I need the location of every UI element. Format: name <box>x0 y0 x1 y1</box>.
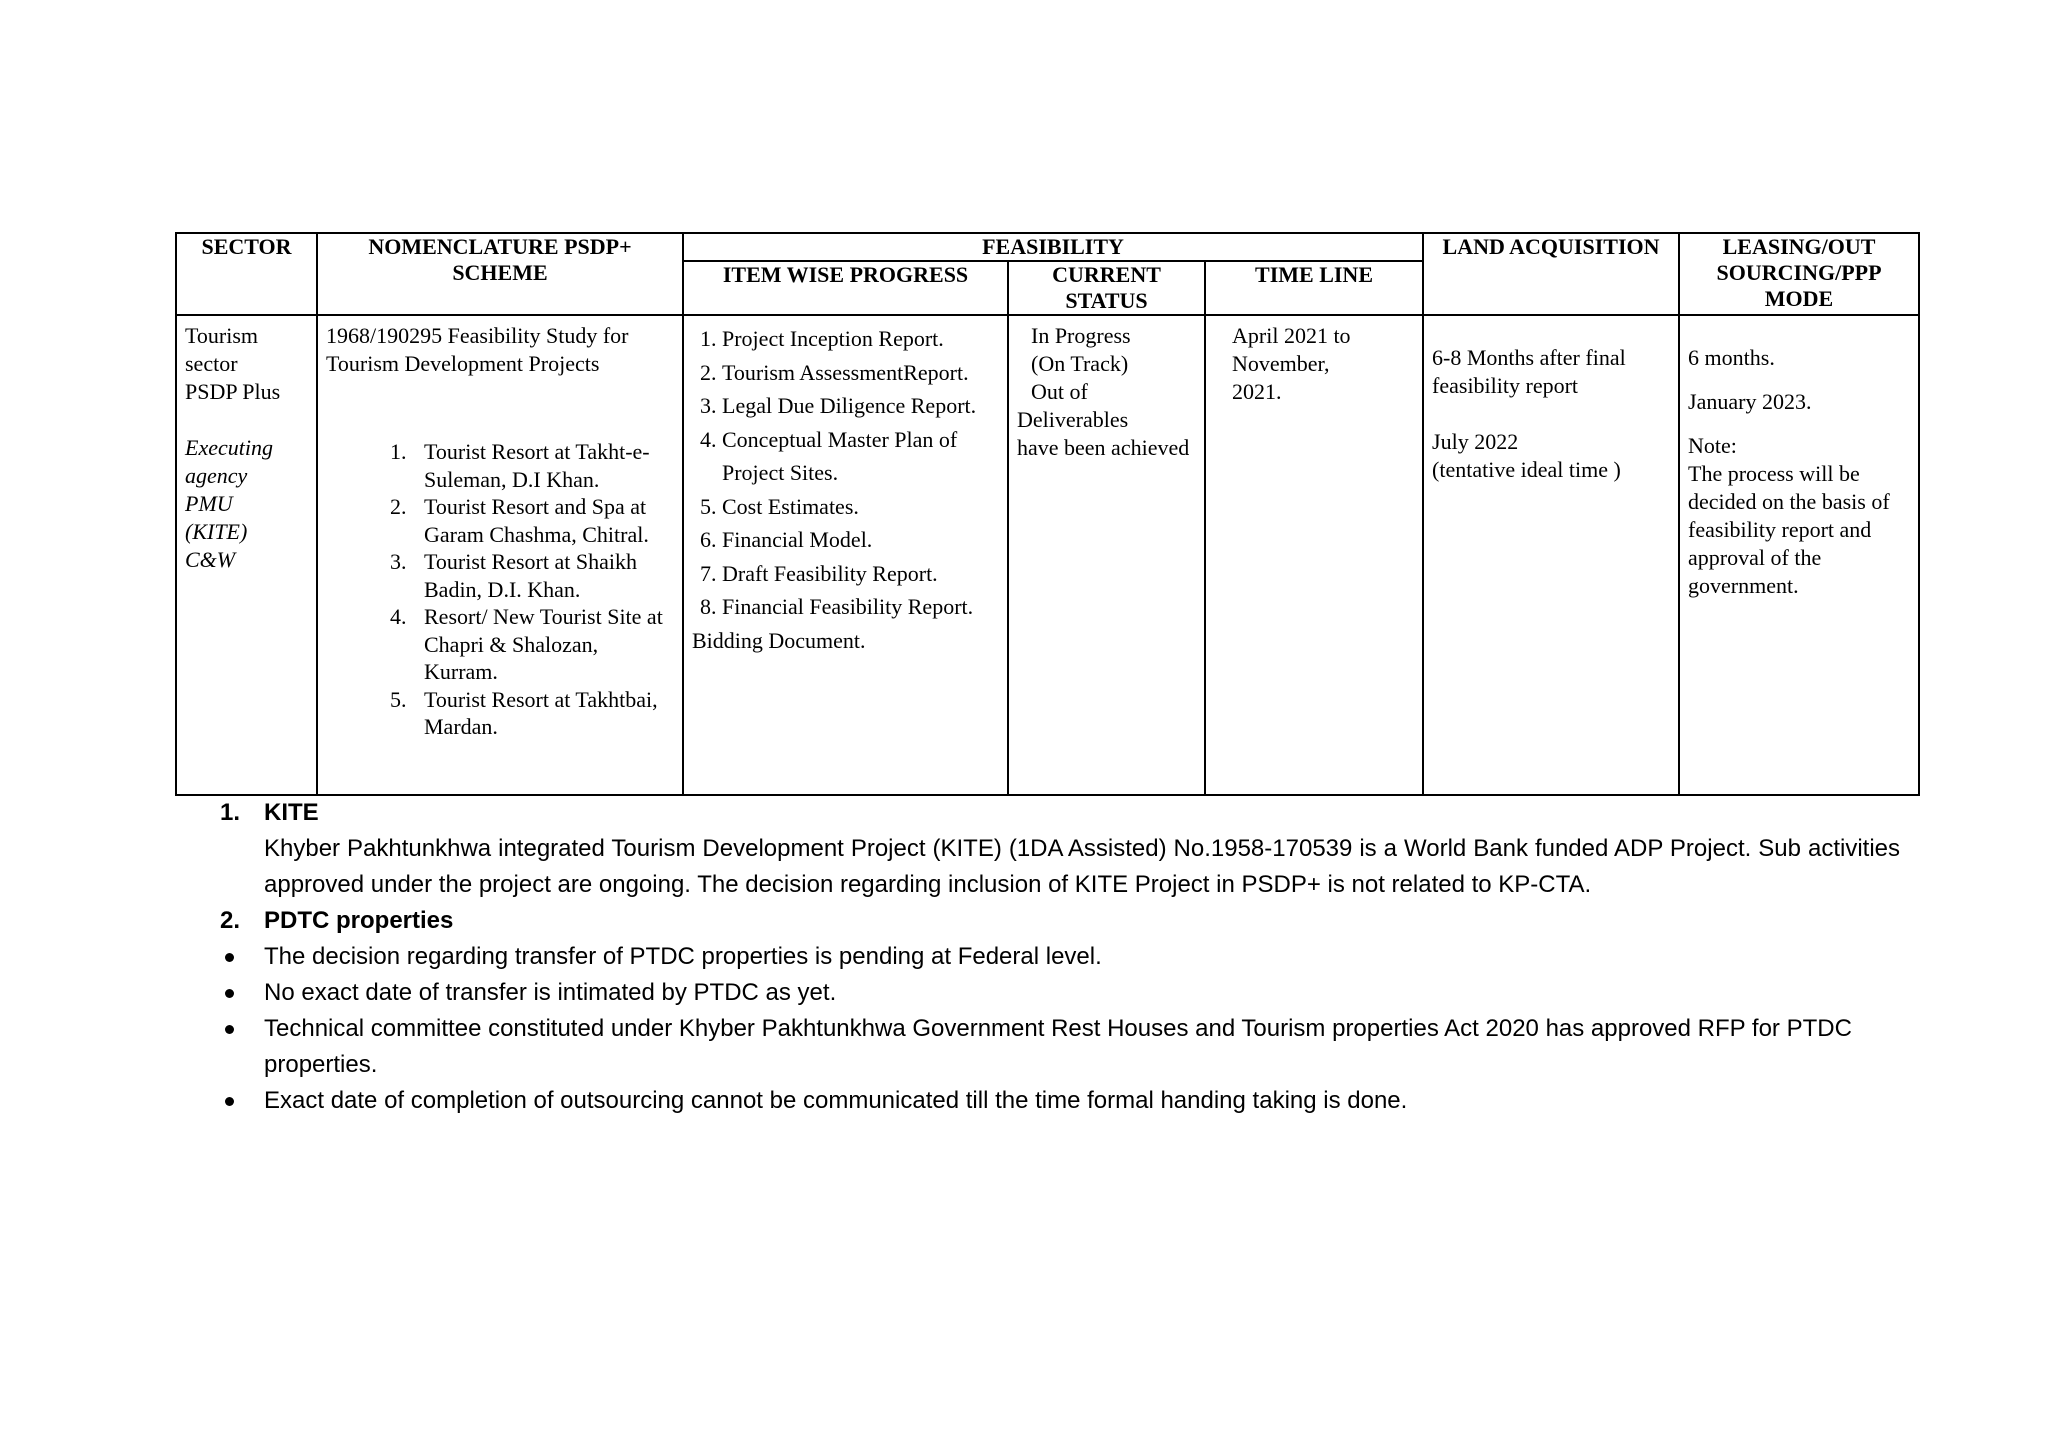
leasing-note-label: Note: <box>1688 433 1737 458</box>
bullet-item <box>264 1083 1900 1119</box>
timeline-line: 2021. <box>1232 379 1282 404</box>
land-date: July 2022 <box>1432 429 1519 454</box>
land-note: (tentative ideal time ) <box>1432 457 1621 482</box>
bullet-item <box>264 975 1900 1011</box>
bullet-text: The decision regarding transfer of PTDC properties is pending at Federal level. <box>264 943 1102 970</box>
cell-sector <box>176 315 317 795</box>
header-leasing: LEASING/OUT SOURCING/PPP MODE <box>1679 233 1919 315</box>
executing-agency-line: agency <box>185 463 248 488</box>
section-number: 1. <box>220 799 241 826</box>
bullet-text: Technical committee constituted under Khyber Pakhtunkhwa Government Rest Houses and Tourism properties Act 2020 has approved RFP for PTDC properties. <box>264 1015 1852 1078</box>
cell-nomenclature <box>317 315 683 795</box>
scheme-title: 1968/190295 Feasibility Study for Tourism Development Projects <box>326 323 629 376</box>
bullet-icon <box>225 989 234 998</box>
site-item: 2. Tourist Resort and Spa at Garam Chashma, Chitral. <box>412 493 674 548</box>
pdtc-section <box>220 903 1900 1119</box>
bullet-text: No exact date of transfer is intimated by PTDC as yet. <box>264 979 837 1006</box>
progress-item: 8. Financial Feasibility Report. <box>722 590 999 624</box>
site-item: 4. Resort/ New Tourist Site at Chapri & Shalozan, Kurram. <box>412 603 674 686</box>
progress-item: 5. Cost Estimates. <box>722 490 999 524</box>
executing-agency-line: C&W <box>185 547 236 572</box>
kite-title: KITE <box>264 799 319 826</box>
status-line: Out of <box>1031 379 1088 404</box>
progress-item: 4. Conceptual Master Plan of Project Sites. <box>722 423 999 490</box>
site-item: 5. Tourist Resort at Takhtbai, Mardan. <box>412 686 674 741</box>
executing-agency-line: PMU <box>185 491 233 516</box>
kite-paragraph: Khyber Pakhtunkhwa integrated Tourism Development Project (KITE) (1DA Assisted) No.1958-170539 is a World Bank funded ADP Project. Sub activities approved under the project are ongoing. The decision regarding inclusion of KITE Project in PSDP+ is not related to KP-CTA. <box>264 835 1900 898</box>
sites-list <box>326 438 674 741</box>
timeline-line: April 2021 to <box>1232 323 1351 348</box>
pdtc-title: PDTC properties <box>264 907 454 934</box>
progress-item: 7. Draft Feasibility Report. <box>722 557 999 591</box>
progress-item: 1. Project Inception Report. <box>722 322 999 356</box>
sector-type: sector <box>185 351 238 376</box>
bullet-item <box>264 939 1900 975</box>
leasing-note: The process will be decided on the basis of feasibility report and approval of the government. <box>1688 461 1890 598</box>
status-line: Deliverables <box>1017 407 1129 432</box>
progress-item: 3. Legal Due Diligence Report. <box>722 389 999 423</box>
bullet-icon <box>225 1025 234 1034</box>
cell-land-acquisition <box>1423 315 1679 795</box>
site-item: 1. Tourist Resort at Takht-e-Suleman, D.I Khan. <box>412 438 674 493</box>
timeline-line: November, <box>1232 351 1330 376</box>
feasibility-table <box>175 232 1920 796</box>
executing-agency-line: (KITE) <box>185 519 248 544</box>
cell-time-line <box>1205 315 1423 795</box>
section-number: 2. <box>220 907 241 934</box>
header-current-status: CURRENT STATUS <box>1008 261 1205 315</box>
progress-tail: Bidding Document. <box>692 627 866 653</box>
notes-section <box>220 795 1900 1119</box>
header-feasibility: FEASIBILITY <box>683 233 1423 261</box>
feasibility-table-container <box>175 232 1918 796</box>
cell-leasing <box>1679 315 1919 795</box>
bullet-icon <box>225 1097 234 1106</box>
header-land-acquisition: LAND ACQUISITION <box>1423 233 1679 315</box>
status-line: have been achieved <box>1017 435 1190 460</box>
status-line: In Progress <box>1031 323 1131 348</box>
table-row <box>176 315 1919 795</box>
executing-agency-line: Executing <box>185 435 273 460</box>
header-item-wise-progress: ITEM WISE PROGRESS <box>683 261 1008 315</box>
sector-program: PSDP Plus <box>185 379 281 404</box>
progress-list <box>692 322 999 624</box>
cell-current-status <box>1008 315 1205 795</box>
header-nomenclature: NOMENCLATURE PSDP+ SCHEME <box>317 233 683 315</box>
status-line: (On Track) <box>1031 351 1129 376</box>
bullet-icon <box>225 953 234 962</box>
kite-section <box>220 795 1900 903</box>
cell-progress <box>683 315 1008 795</box>
leasing-date: January 2023. <box>1688 389 1812 414</box>
bullet-item <box>264 1011 1900 1083</box>
header-sector: SECTOR <box>176 233 317 315</box>
sector-name: Tourism <box>185 323 259 348</box>
header-time-line: TIME LINE <box>1205 261 1423 315</box>
bullet-text: Exact date of completion of outsourcing cannot be communicated till the time formal handing taking is done. <box>264 1087 1408 1114</box>
progress-item: 6. Financial Model. <box>722 523 999 557</box>
leasing-duration: 6 months. <box>1688 345 1775 370</box>
site-item: 3. Tourist Resort at Shaikh Badin, D.I. Khan. <box>412 548 674 603</box>
land-duration: 6-8 Months after final feasibility report <box>1432 345 1626 398</box>
progress-item: 2. Tourism AssessmentReport. <box>722 356 999 390</box>
